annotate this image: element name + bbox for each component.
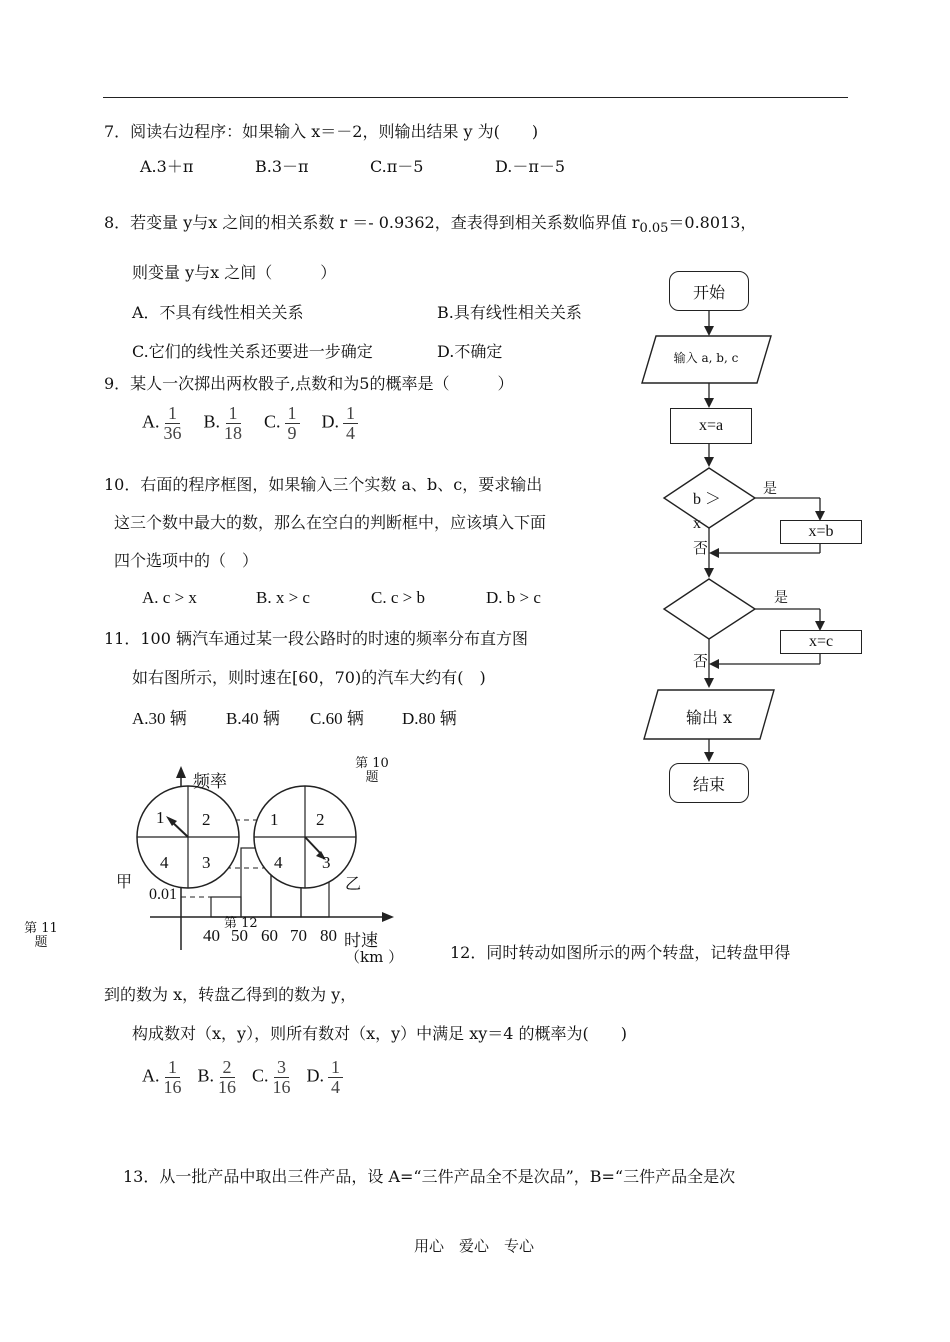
q8-stem-part2: ＝0.8013， [668,213,757,232]
q11-option-c: C.60 辆 [310,709,364,728]
q12-options [142,1058,347,1097]
fc-arrowhead-3 [704,457,714,467]
wheel-a-sector-1: 1 [156,808,165,827]
q8-stem-part1: 8．若变量 y与x 之间的相关系数 r ＝- 0.9362，查表得到相关系数临界值 r [104,213,640,232]
q10-line2: 这三个数中最大的数，那么在空白的判断框中，应该填入下面 [114,513,547,532]
q8-option-c: C.它们的线性关系还要进一步确定 [132,342,373,361]
q12-option-c: C. $\frac{3}{16}$ [252,1057,291,1097]
q10-line1: 10．右面的程序框图，如果输入三个实数 a、b、c，要求输出 [104,475,543,494]
fc-input-text: 输入 a, b, c [673,351,739,365]
q12-line3: 构成数对（x，y），则所有数对（x，y）中满足 xy＝4 的概率为( ) [132,1024,628,1043]
hist-x-unit: （km ） [345,948,404,966]
q10-option-d: D. b > c [486,588,541,607]
caption-q12: 第 12 [224,916,258,931]
footer-text: 用心 爱心 专心 [414,1237,535,1255]
wheel-b-sector-4: 4 [274,853,283,872]
fc-no-1: 否 [693,539,709,557]
q7-option-a: A.3＋π [140,157,194,176]
q9-option-b: B. $\frac{1}{18}$ [203,403,243,443]
caption-q11: 第 11 题 [24,921,58,951]
hist-x-tick-70: 70 [290,926,307,945]
hist-y-label: 频率 [193,772,227,792]
wheel-b-sector-1: 1 [270,810,279,829]
fc-arrowhead-6 [704,752,714,762]
fc-arrowhead-return-1 [709,548,719,558]
wheel-b-label: 乙 [345,874,362,893]
wheel-b-sector-2: 2 [316,810,325,829]
q9-option-a: A. $\frac{1}{36}$ [142,403,182,443]
q8-option-d: D.不确定 [437,342,503,361]
q7-option-c: C.π－5 [370,157,424,176]
fraction: $\frac{1}{4}$ [343,404,358,443]
q7-stem: 7．阅读右边程序：如果输入 x＝－2，则输出结果 y 为( ) [104,122,539,141]
q10-option-c: C. c > b [371,588,425,607]
fraction: $\frac{1}{4}$ [328,1058,343,1097]
fc-no-2: 否 [693,652,709,670]
fc-end: 结束 [669,763,749,803]
hist-x-tick-40: 40 [203,926,220,945]
q11-option-a: A.30 辆 [132,709,187,728]
wheel-a-sector-3: 3 [202,853,211,872]
hist-x-tick-50: 50 [231,926,248,945]
fraction: $\frac{1}{36}$ [163,403,182,443]
fraction: $\frac{3}{16}$ [272,1057,291,1097]
fc-diamond-2 [664,579,755,639]
q13-line1: 13．从一批产品中取出三件产品，设 A=“三件产品全不是次品”，B=“三件产品全是次 [123,1167,736,1186]
wheel-a-label: 甲 [116,872,133,891]
fc-assign-c: x=c [780,630,862,654]
fc-yes-2: 是 [774,590,788,606]
q10-option-a: A. c > x [142,588,197,607]
fraction: $\frac{1}{16}$ [163,1057,182,1097]
q12-option-b: B. $\frac{2}{16}$ [197,1057,237,1097]
q12-line2: 到的数为 x，转盘乙得到的数为 y， [104,985,357,1004]
q12-option-a: A. $\frac{1}{16}$ [142,1057,182,1097]
fc-arrowhead-return-2 [709,659,719,669]
q8-option-a: A．不具有线性相关关系 [132,303,304,322]
fc-cond1-text: b ＞ x [693,491,722,532]
q11-line1: 11．100 辆汽车通过某一段公路时的时速的频率分布直方图 [104,629,528,648]
q11-line2: 如右图所示，则时速在[60，70)的汽车大约有( ) [132,668,486,687]
fc-start: 开始 [669,271,749,311]
fraction: $\frac{1}{9}$ [285,404,300,443]
wheel-a-sector-4: 4 [160,853,169,872]
fc-output-text: 输出 x [685,708,733,727]
q9-stem: 9．某人一次掷出两枚骰子,点数和为5的概率是（ ） [104,374,514,393]
q9-option-c: C. $\frac{1}{9}$ [264,404,304,443]
q10-line3: 四个选项中的（ ） [114,551,259,570]
fraction: $\frac{1}{18}$ [224,403,243,443]
hist-x-label: 时速 [344,931,378,951]
fc-assign-b: x=b [780,520,862,544]
fc-arrowhead-4 [704,568,714,578]
q11-option-b: B.40 辆 [226,709,280,728]
q8-option-b: B.具有线性相关关系 [437,303,582,322]
wheel-a-sector-2: 2 [202,810,211,829]
q12-option-d: D. $\frac{1}{4}$ [307,1058,348,1097]
fc-yes-1: 是 [763,481,777,497]
fc-arrowhead-5 [704,678,714,688]
wheel-b-sector-3: 3 [322,853,331,872]
fc-arrowhead-2 [704,398,714,408]
q10-option-b: B. x > c [256,588,310,607]
q11-option-d: D.80 辆 [402,709,457,728]
q7-option-b: B.3－π [255,157,309,176]
q7-option-d: D.－π－5 [495,157,566,176]
hist-x-tick-80: 80 [320,926,337,945]
fc-assign-a: x=a [670,408,752,444]
q8-stem-line2: 则变量 y与x 之间（ ） [132,263,337,282]
hist-x-tick-60: 60 [261,926,278,945]
fc-arrowhead-1 [704,326,714,336]
q12-line1: 12．同时转动如图所示的两个转盘，记转盘甲得 [450,943,791,962]
hist-y-tick: 0.01 [149,886,177,903]
caption-q10: 第 10 题 [355,756,389,786]
fraction: $\frac{2}{16}$ [218,1057,237,1097]
q9-option-d: D. $\frac{1}{4}$ [322,404,363,443]
q8-subscript: 0.05 [639,221,669,237]
